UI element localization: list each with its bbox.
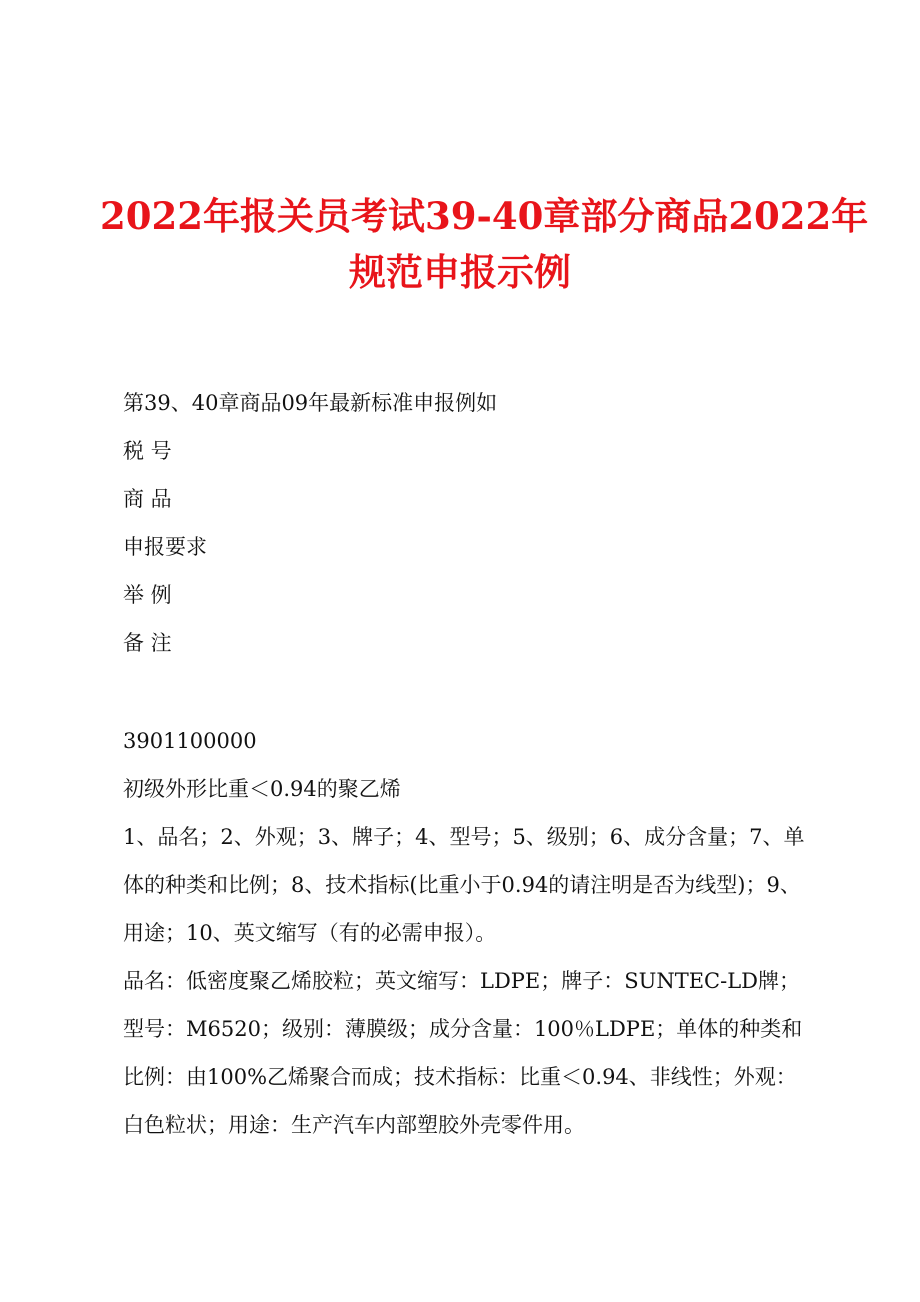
header-goods: 商 品 bbox=[123, 487, 172, 511]
header-tax-no: 税 号 bbox=[123, 439, 172, 463]
intro-text: 第39、40章商品09年最新标准申报例如 bbox=[123, 391, 498, 415]
header-requirements: 申报要求 bbox=[123, 535, 207, 559]
document-title-line1: 2022年报关员考试39-40章部分商品2022年 bbox=[100, 194, 869, 238]
entry-example: 品名：低密度聚乙烯胶粒；英文缩写：LDPE；牌子：SUNTEC-LD牌；型号：M6520；级别：薄膜级；成分含量：100％LDPE；单体的种类和比例：由100%乙烯聚合而成；技术指标：比重＜0.94、非线性；外观：白色粒状；用途：生产汽车内部塑胶外壳零件用。 bbox=[123, 969, 803, 1137]
entry-goods: 初级外形比重＜0.94的聚乙烯 bbox=[123, 777, 401, 801]
header-example: 举 例 bbox=[123, 583, 172, 607]
header-remarks: 备 注 bbox=[123, 631, 172, 655]
entry-requirements: 1、品名；2、外观；3、牌子；4、型号；5、级别；6、成分含量；7、单体的种类和比例；8、技术指标(比重小于0.94的请注明是否为线型)；9、用途；10、英文缩写（有的必需申报）。 bbox=[123, 825, 805, 945]
entry-code: 3901100000 bbox=[123, 729, 257, 753]
document-title-line2: 规范申报示例 bbox=[349, 250, 571, 294]
